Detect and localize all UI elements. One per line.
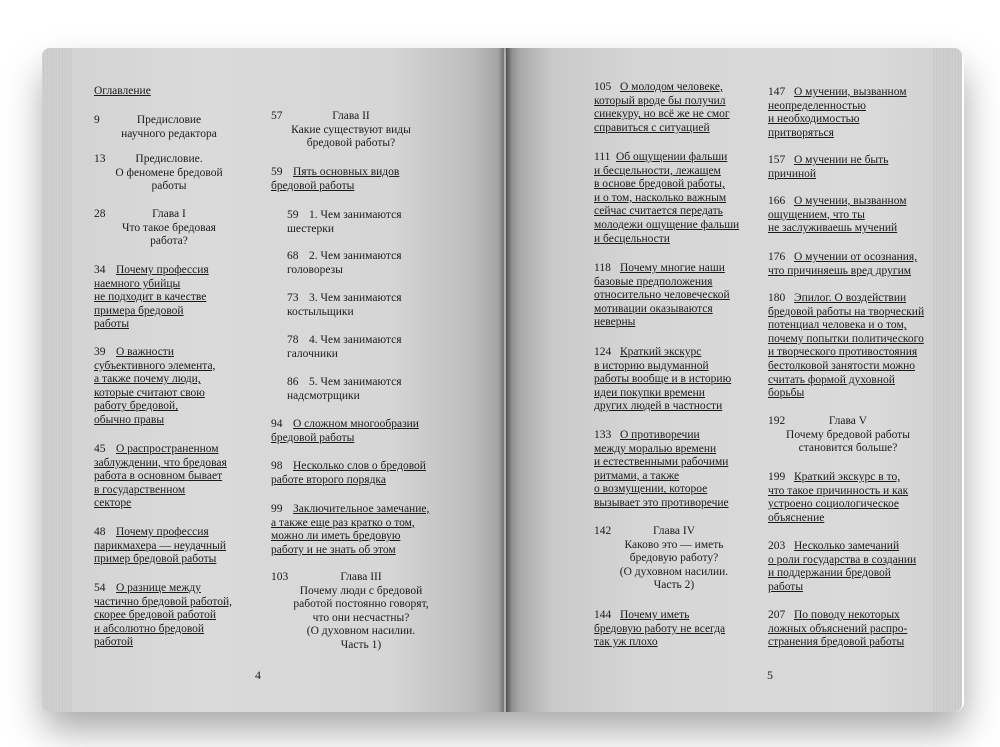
toc-subentry[interactable]: 59 1. Чем занимаются шестерки bbox=[287, 209, 402, 235]
book-gutter bbox=[498, 48, 512, 712]
toc-entry[interactable]: 98 Несколько слов о бредовой работе второго порядка bbox=[271, 460, 426, 486]
toc-entry[interactable]: 34 Почему профессия наемного убийцы не подходит в качестве примера бредовой работы bbox=[94, 264, 209, 331]
toc-entry[interactable]: 111 Об ощущении фальши и бесцельности, лежащем в основе бредовой работы, и о том, насколько важным сейчас считается передать молодежи ощущение фальши и бесцельности bbox=[594, 151, 740, 245]
toc-entry[interactable]: 39 О важности субъективного элемента, а также почему люди, которые считают свою работу бредовой, обычно правы bbox=[94, 346, 216, 426]
toc-entry[interactable]: 166 О мучении, вызванном ощущением, что ты не заслуживаешь мучений bbox=[768, 195, 907, 235]
toc-entry[interactable]: 207 По поводу некоторых ложных объяснений распро- странения бредовой работы bbox=[768, 609, 908, 649]
toc-subentry[interactable]: 78 4. Чем занимаются галочники bbox=[287, 334, 402, 360]
toc-entry[interactable]: 176 О мучении от осознания, что причиняешь вред другим bbox=[768, 251, 918, 277]
toc-entry[interactable]: 99 Заключительное замечание, а также еще раз кратко о том, можно ли иметь бредовую работу и не знать об этом bbox=[271, 503, 430, 556]
toc-title: Оглавление bbox=[94, 85, 151, 97]
toc-chapter: 142 Глава IV Каково это — иметь бредовую работу? (О духовном насилии. Часть 2) bbox=[594, 525, 729, 592]
toc-subentry[interactable]: 68 2. Чем занимаются головорезы bbox=[287, 250, 402, 276]
toc-entry[interactable]: 54 О разнице между частично бредовой работой, скорее бредовой работой и абсолютно бредовой работой bbox=[94, 582, 232, 649]
right-page-number: 5 bbox=[767, 668, 773, 682]
toc-entry[interactable]: 118 Почему многие наши базовые предположения относительно человеческой мотивации оказываются неверны bbox=[594, 262, 730, 329]
toc-entry[interactable]: 45 О распространенном заблуждении, что бредовая работа в основном бывает в государственном секторе bbox=[94, 443, 227, 510]
toc-chapter: 57 Глава II Какие существуют виды бредовой работы? bbox=[271, 110, 411, 150]
toc-entry[interactable]: 94 О сложном многообразии бредовой работы bbox=[271, 418, 419, 444]
toc-entry[interactable]: 124 Краткий экскурс в историю выдуманной работы вообще и в историю идеи покупки времени других людей в частности bbox=[594, 346, 732, 413]
toc-entry[interactable]: 157 О мучении не быть причиной bbox=[768, 154, 889, 180]
toc-entry[interactable]: 180 Эпилог. О воздействии бредовой работы на творческий потенциал человека и о том, почему попытки политического и творческого противостояния бестолковой занятости можно считать формой духовной борьбы bbox=[768, 292, 925, 400]
toc-entry: 9 Предисловие научного редактора bbox=[94, 114, 217, 140]
toc-entry[interactable]: 203 Несколько замечаний о роли государства в создании и поддержании бредовой работы bbox=[768, 540, 917, 593]
toc-entry[interactable]: 59 Пять основных видов бредовой работы bbox=[271, 166, 400, 192]
left-page-edge bbox=[42, 48, 72, 712]
toc-subentry[interactable]: 73 3. Чем занимаются костыльщики bbox=[287, 292, 402, 318]
toc-entry: 13 Предисловие. О феномене бредовой работы bbox=[94, 153, 223, 193]
toc-entry[interactable]: 147 О мучении, вызванном неопределенностью и необходимостью притворяться bbox=[768, 86, 907, 139]
toc-subentry[interactable]: 86 5. Чем занимаются надсмотрщики bbox=[287, 376, 402, 402]
toc-entry[interactable]: 105 О молодом человеке, который вроде бы получил синекуру, но всё же не смог справиться с ситуацией bbox=[594, 81, 730, 134]
left-page-number: 4 bbox=[255, 668, 261, 682]
toc-entry[interactable]: 144 Почему иметь бредовую работу не всегда так уж плохо bbox=[594, 609, 726, 649]
toc-entry[interactable]: 199 Краткий экскурс в то, что такое причинность и как устроено социологическое объяснение bbox=[768, 471, 909, 524]
toc-entry[interactable]: 133 О противоречии между моралью времени и естественными рабочими ритмами, а также о возмущении, которое вызывает это противоречие bbox=[594, 429, 729, 509]
toc-chapter: 103 Глава III Почему люди с бредовой работой постоянно говорят, что они несчастны? (О духовном насилии. Часть 1) bbox=[271, 571, 429, 651]
toc-entry[interactable]: 48 Почему профессия парикмахера — неудачный пример бредовой работы bbox=[94, 526, 227, 566]
toc-chapter: 192 Глава V Почему бредовой работы становится больше? bbox=[768, 415, 910, 455]
toc-chapter: 28 Глава I Что такое бредовая работа? bbox=[94, 208, 216, 248]
